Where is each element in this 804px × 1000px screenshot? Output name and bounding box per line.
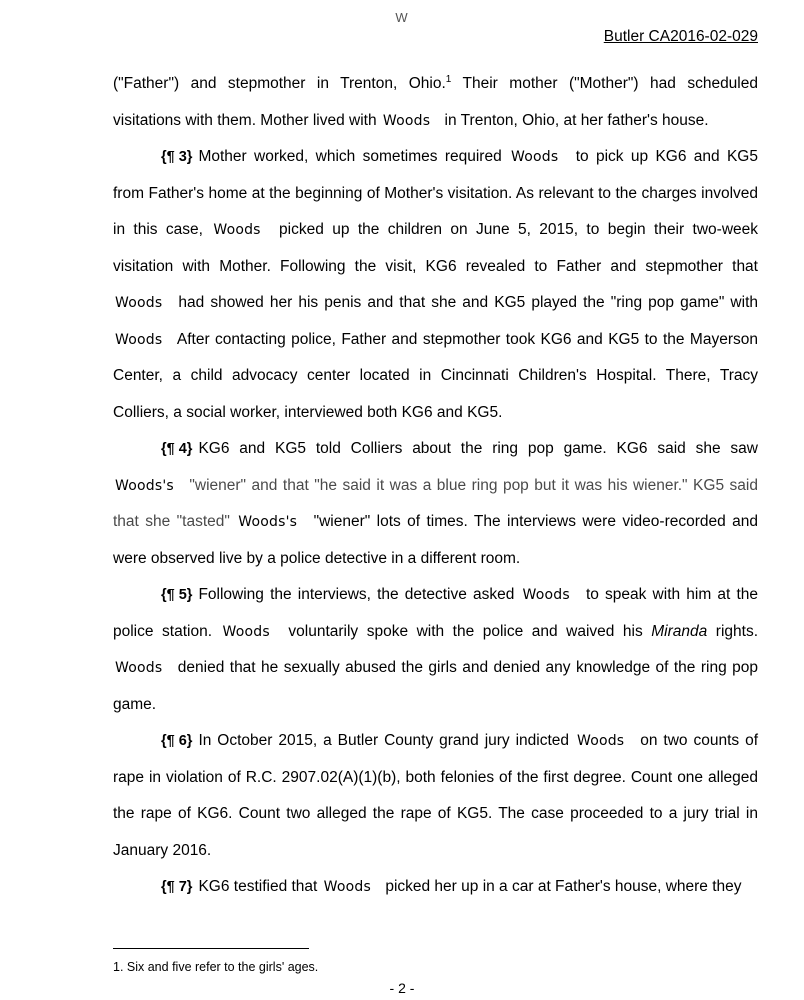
paragraph-text-segment: picked her up in a car at Father's house, where they	[381, 878, 742, 896]
paragraph-symbol: {¶ 4}	[161, 441, 193, 458]
paragraph-text-segment: KG6 testified that	[198, 878, 322, 896]
paragraph-7	[113, 869, 758, 906]
paragraph-text-segment: on two counts of rape in violation of R.C. 2907.02(A)(1)(b), both felonies of the first degree. Count one alleged the rape of KG6. Count two alleged the rape of KG5. The case proceeded to a jury trial in January 2016.	[113, 732, 758, 859]
footnote-marker: 1	[445, 74, 452, 85]
redacted-name: Woods	[511, 149, 559, 166]
redacted-name: Woods	[222, 623, 270, 640]
paragraph-text-segment: KG6 and KG5 told Colliers about the ring pop game. KG6 said she saw	[198, 440, 758, 458]
paragraph-continued	[113, 62, 758, 139]
redacted-name: Woods	[323, 879, 372, 896]
paragraph-5	[113, 577, 758, 723]
paragraph-symbol: {¶ 5}	[161, 587, 193, 604]
paragraph-text-segment: picked up the children on June 5, 2015, to begin their two-week visitation with Mother. Following the visit, KG6 revealed to Father and stepmother that	[113, 221, 758, 275]
redacted-name: Woods	[213, 222, 261, 239]
redacted-name: Woods	[115, 295, 163, 312]
paragraph-text-segment: rights.	[707, 622, 758, 640]
paragraph-text-segment: to pick up KG6 and KG5 from Father's home at the beginning of Mother's visitation. As relevant to the charges involved in this case,	[113, 148, 758, 239]
paragraph-text-segment: denied that he sexually abused the girls and denied any knowledge of the ring pop game.	[113, 659, 758, 713]
redacted-name: Woods	[576, 733, 625, 750]
paragraph-6	[113, 723, 758, 869]
redacted-name: Woods's	[238, 514, 298, 531]
paragraph-symbol: {¶ 3}	[161, 149, 193, 166]
paragraph-symbol: {¶ 7}	[161, 879, 193, 896]
paragraph-text-segment: "wiener" lots of times. The interviews were video-recorded and were observed live by a police detective in a different room.	[113, 513, 758, 567]
paragraph-symbol: {¶ 6}	[161, 733, 193, 750]
paragraph-text-segment: Mother worked, which sometimes required	[198, 148, 510, 166]
redacted-name: Woods	[522, 587, 570, 604]
case-citation-miranda: Miranda	[651, 622, 708, 640]
paragraph-4	[113, 431, 758, 577]
paragraph-text-segment: voluntarily spoke with the police and waived his	[279, 622, 652, 640]
case-number-header: Butler CA2016-02-029	[603, 28, 758, 45]
page-top-watermark: W	[395, 10, 409, 25]
paragraph-text-segment: In October 2015, a Butler County grand jury indicted	[198, 732, 575, 750]
redacted-name: Woods's	[115, 477, 174, 494]
document-body	[113, 62, 758, 906]
paragraph-text-segment: had showed her his penis and that she and KG5 played the "ring pop game" with	[172, 294, 758, 312]
paragraph-3	[113, 139, 758, 431]
paragraph-text-segment: to speak with him at the police station.	[113, 586, 758, 640]
redacted-name: Woods	[382, 112, 431, 129]
paragraph-text-segment: ("Father") and stepmother in Trenton, Ohio.	[113, 75, 446, 93]
footnote-text: 1. Six and five refer to the girls' ages.	[113, 960, 319, 974]
redacted-name: Woods	[115, 331, 163, 348]
paragraph-text-segment: Following the interviews, the detective asked	[198, 586, 521, 604]
footnote-divider	[113, 948, 309, 949]
paragraph-text-segment: Their mother ("Mother") had scheduled visitations with them. Mother lived with	[113, 75, 758, 129]
page-number: - 2 -	[389, 980, 415, 996]
paragraph-text-segment: After contacting police, Father and stepmother took KG6 and KG5 to the Mayerson Center, a child advocacy center located in Cincinnati Children's Hospital. There, Tracy Colliers, a social worker, interviewed both KG6 and KG5.	[113, 330, 758, 421]
paragraph-text-segment: in Trenton, Ohio, at her father's house.	[440, 111, 709, 129]
paragraph-text-segment: "wiener" and that "he said it was a blue ring pop but it was his wiener." KG5 said that she "tasted"	[113, 476, 758, 531]
redacted-name: Woods	[115, 660, 163, 677]
